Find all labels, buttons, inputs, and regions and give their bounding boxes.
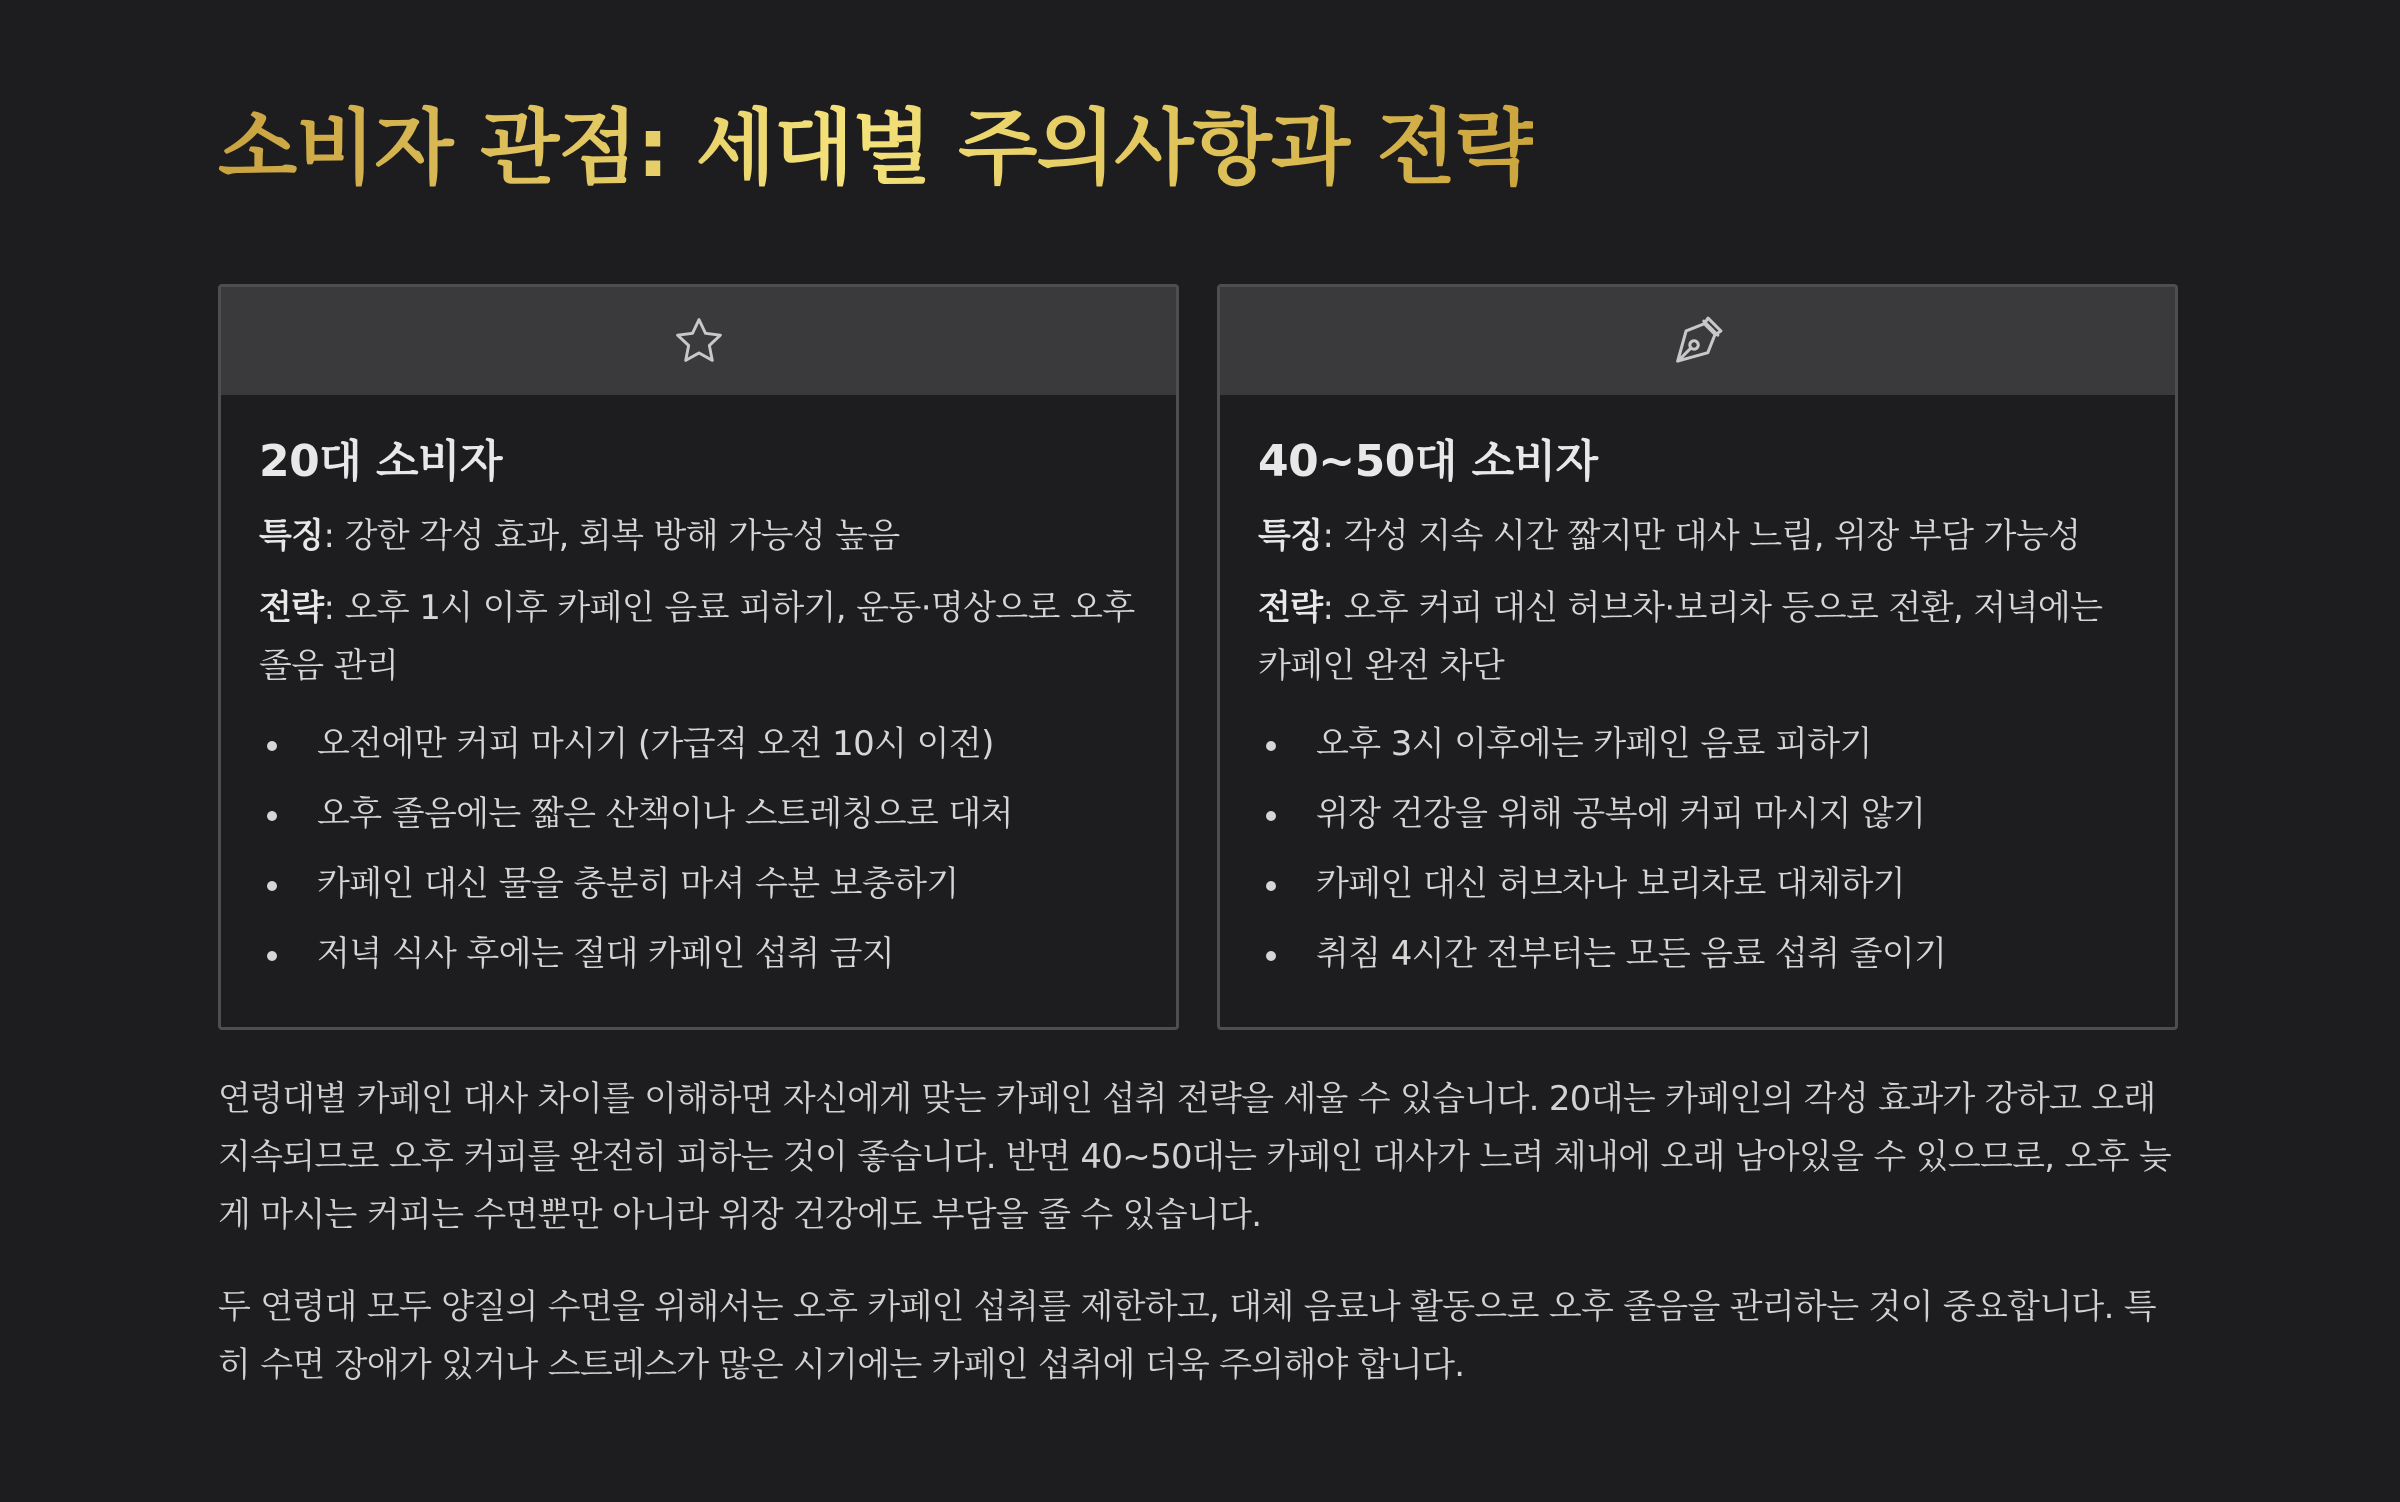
generation-cards	[218, 284, 2184, 1030]
list-item: 오후 졸음에는 짧은 산책이나 스트레칭으로 대처	[259, 779, 1138, 849]
page-title: 소비자 관점: 세대별 주의사항과 전략	[218, 100, 1533, 198]
list-item: 위장 건강을 위해 공복에 커피 마시지 않기	[1258, 779, 2137, 849]
summary-paragraph: 연령대별 카페인 대사 차이를 이해하면 자신에게 맞는 카페인 섭취 전략을 세울 수 있습니다. 20대는 카페인의 각성 효과가 강하고 오래 지속되므로 오후 커피를 완전히 피하는 것이 좋습니다. 반면 40~50대는 카페인 대사가 느려 체내에 오래 남아있을 수 있으므로, 오후 늦게 마시는 커피는 수면뿐만 아니라 위장 건강에도 부담을 줄 수 있습니다.	[218, 1079, 2172, 1235]
star-icon	[672, 314, 726, 368]
feature-text	[1258, 507, 2137, 565]
summary-paragraph: 두 연령대 모두 양질의 수면을 위해서는 오후 카페인 섭취를 제한하고, 대체 음료나 활동으로 오후 졸음을 관리하는 것이 중요합니다. 특히 수면 장애가 있거나 스트레스가 많은 시기에는 카페인 섭취에 더욱 주의해야 합니다.	[218, 1287, 2156, 1385]
feature-text	[259, 507, 1138, 565]
strategy-value: : 오후 1시 이후 카페인 음료 피하기, 운동·명상으로 오후 졸음 관리	[259, 588, 1135, 686]
feature-label: 특징	[1258, 516, 1323, 556]
list-item: 카페인 대신 물을 충분히 마셔 수분 보충하기	[259, 849, 1138, 919]
tips-list	[1258, 709, 2137, 989]
card-40s-50s	[1217, 284, 2178, 1030]
list-item: 카페인 대신 허브차나 보리차로 대체하기	[1258, 849, 2137, 919]
card-body	[1220, 395, 2175, 989]
list-item: 취침 4시간 전부터는 모든 음료 섭취 줄이기	[1258, 919, 2137, 989]
pen-nib-icon	[1670, 313, 1726, 369]
list-item: 오후 3시 이후에는 카페인 음료 피하기	[1258, 709, 2137, 779]
card-header	[221, 287, 1176, 395]
card-title: 20대 소비자	[259, 436, 503, 487]
strategy-label: 전략	[259, 588, 324, 628]
strategy-text	[259, 579, 1138, 695]
tips-list	[259, 709, 1138, 989]
card-body	[221, 395, 1176, 989]
card-20s	[218, 284, 1179, 1030]
card-header	[1220, 287, 2175, 395]
feature-value: : 강한 각성 효과, 회복 방해 가능성 높음	[323, 516, 900, 556]
feature-value: : 각성 지속 시간 짧지만 대사 느림, 위장 부담 가능성	[1322, 516, 2081, 556]
strategy-value: : 오후 커피 대신 허브차·보리차 등으로 전환, 저녁에는 카페인 완전 차단	[1258, 588, 2103, 686]
strategy-text	[1258, 579, 2137, 695]
summary	[218, 1070, 2184, 1428]
list-item: 저녁 식사 후에는 절대 카페인 섭취 금지	[259, 919, 1138, 989]
list-item: 오전에만 커피 마시기 (가급적 오전 10시 이전)	[259, 709, 1138, 779]
card-title: 40~50대 소비자	[1258, 436, 1598, 487]
slide	[218, 100, 2184, 1385]
feature-label: 특징	[259, 516, 324, 556]
strategy-label: 전략	[1258, 588, 1323, 628]
